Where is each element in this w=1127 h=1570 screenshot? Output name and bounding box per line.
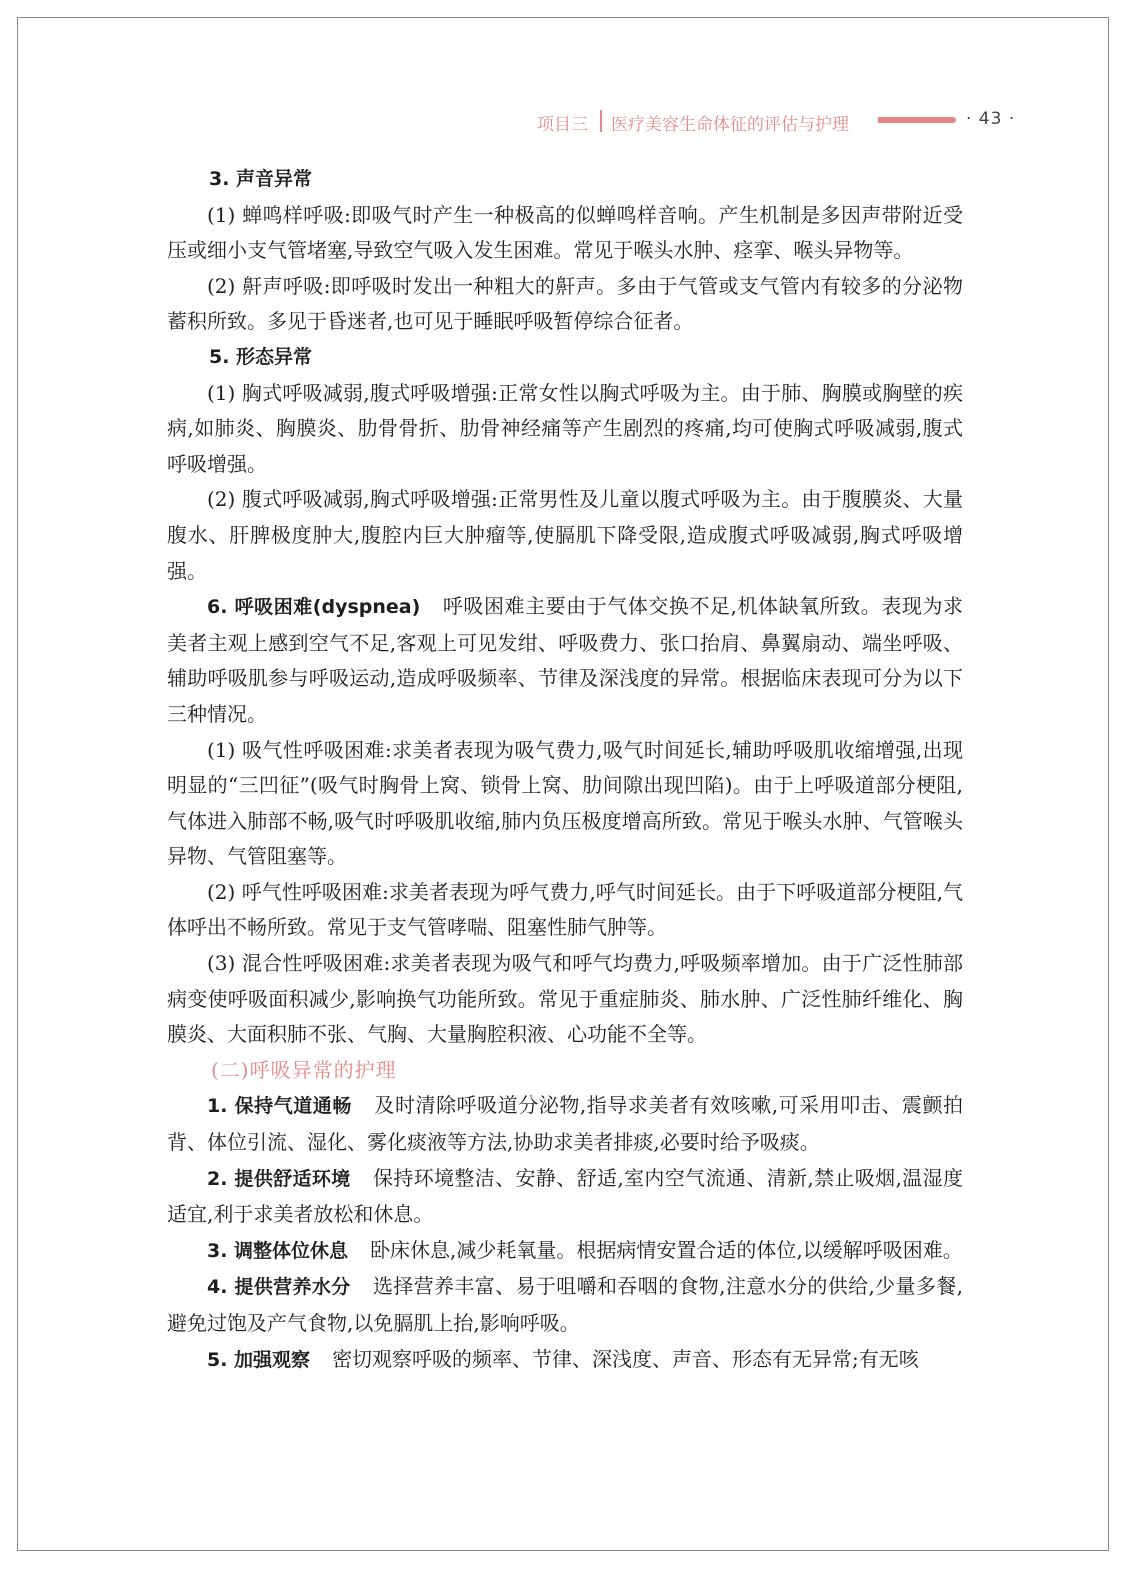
- nursing-item: [167, 1161, 963, 1233]
- nursing-item-text: 密切观察呼吸的频率、节律、深浅度、声音、形态有无异常;有无咳: [332, 1346, 919, 1371]
- heading-form-abnormal: 5. 形态异常: [209, 345, 313, 368]
- paragraph: (2) 呼气性呼吸困难:求美者表现为呼气费力,呼气时间延长。由于下呼吸道部分梗阻,气体呼出不畅所致。常见于支气管哮喘、阻塞性肺气肿等。: [167, 879, 963, 940]
- nursing-item-text: 卧床休息,减少耗氧量。根据病情安置合适的体位,以缓解呼吸困难。: [370, 1237, 963, 1262]
- heading-sound-abnormal: 3. 声音异常: [209, 168, 313, 190]
- running-head-section: 项目三: [537, 115, 588, 135]
- running-head-divider: [600, 110, 602, 132]
- nursing-item: [167, 1269, 963, 1341]
- nursing-item-lead: 5. 加强观察: [207, 1348, 311, 1371]
- nursing-item-lead: 1. 保持气道通畅: [207, 1095, 352, 1118]
- nursing-item-text: 及时清除呼吸道分泌物,指导求美者有效咳嗽,可采用叩击、震颤拍背、体位引流、湿化、雾化痰液等方法,协助求美者排痰,必要时给予吸痰。: [167, 1093, 963, 1155]
- nursing-item: [167, 1088, 963, 1160]
- page-body: [167, 162, 963, 1378]
- running-head-bar: [878, 117, 956, 123]
- paragraph: (1) 吸气性呼吸困难:求美者表现为吸气费力,吸气时间延长,辅助呼吸肌收缩增强,出现明显的“三凹征”(吸气时胸骨上窝、锁骨上窝、肋间隙出现凹陷)。由于上呼吸道部分梗阻,气体进入肺部不畅,吸气时呼吸肌收缩,肺内负压极度增高所致。常见于喉头水肿、气管喉头异物、气管阻塞等。: [167, 737, 963, 869]
- paragraph: (2) 鼾声呼吸:即呼吸时发出一种粗大的鼾声。多由于气管或支气管内有较多的分泌物蓄积所致。多见于昏迷者,也可见于睡眠呼吸暂停综合征者。: [167, 273, 963, 334]
- heading-dyspnea: 6. 呼吸困难(dyspnea): [207, 596, 421, 619]
- nursing-item-lead: 2. 提供舒适环境: [207, 1167, 351, 1190]
- nursing-item: [167, 1233, 963, 1270]
- paragraph: (3) 混合性呼吸困难:求美者表现为吸气和呼气均费力,呼吸频率增加。由于广泛性肺部病变使呼吸面积减少,影响换气功能所致。常见于重症肺炎、肺水肿、广泛性肺纤维化、胸膜炎、大面积肺不张、气胸、大量胸腔积液、心功能不全等。: [167, 951, 963, 1047]
- paragraph: (1) 蝉鸣样呼吸:即吸气时产生一种极高的似蝉鸣样音响。产生机制是多因声带附近受压或细小支气管堵塞,导致空气吸入发生困难。常见于喉头水肿、痉挛、喉头异物等。: [167, 202, 963, 263]
- paragraph: (2) 腹式呼吸减弱,胸式呼吸增强:正常男性及儿童以腹式呼吸为主。由于腹膜炎、大量腹水、肝脾极度肿大,腹腔内巨大肿瘤等,使膈肌下降受限,造成腹式呼吸减弱,胸式呼吸增强。: [167, 487, 963, 583]
- page-number: · 43 ·: [966, 109, 1016, 129]
- paragraph-dyspnea: [167, 589, 963, 732]
- nursing-item-text: 保持环境整洁、安静、舒适,室内空气流通、清新,禁止吸烟,温湿度适宜,利于求美者放松和休息。: [167, 1165, 963, 1227]
- running-head-chapter: 医疗美容生命体征的评估与护理: [611, 115, 849, 135]
- paragraph: (1) 胸式呼吸减弱,腹式呼吸增强:正常女性以胸式呼吸为主。由于肺、胸膜或胸壁的疾病,如肺炎、胸膜炎、肋骨骨折、肋骨神经痛等产生剧烈的疼痛,均可使胸式呼吸减弱,腹式呼吸增强。: [167, 380, 963, 476]
- dyspnea-intro: 呼吸困难主要由于气体交换不足,机体缺氧所致。表现为求美者主观上感到空气不足,客观上可见发绀、呼吸费力、张口抬肩、鼻翼扇动、端坐呼吸、辅助呼吸肌参与呼吸运动,造成呼吸频率、节律及深浅度的异常。根据临床表现可分为以下三种情况。: [167, 594, 963, 726]
- nursing-item: [167, 1342, 963, 1379]
- nursing-item-text: 选择营养丰富、易于咀嚼和吞咽的食物,注意水分的供给,少量多餐,避免过饱及产气食物,以免膈肌上抬,影响呼吸。: [167, 1274, 963, 1335]
- nursing-item-lead: 3. 调整体位休息: [207, 1239, 349, 1262]
- subsection-heading: (二)呼吸异常的护理: [211, 1057, 397, 1082]
- running-head: [0, 108, 1127, 136]
- nursing-item-lead: 4. 提供营养水分: [207, 1276, 351, 1299]
